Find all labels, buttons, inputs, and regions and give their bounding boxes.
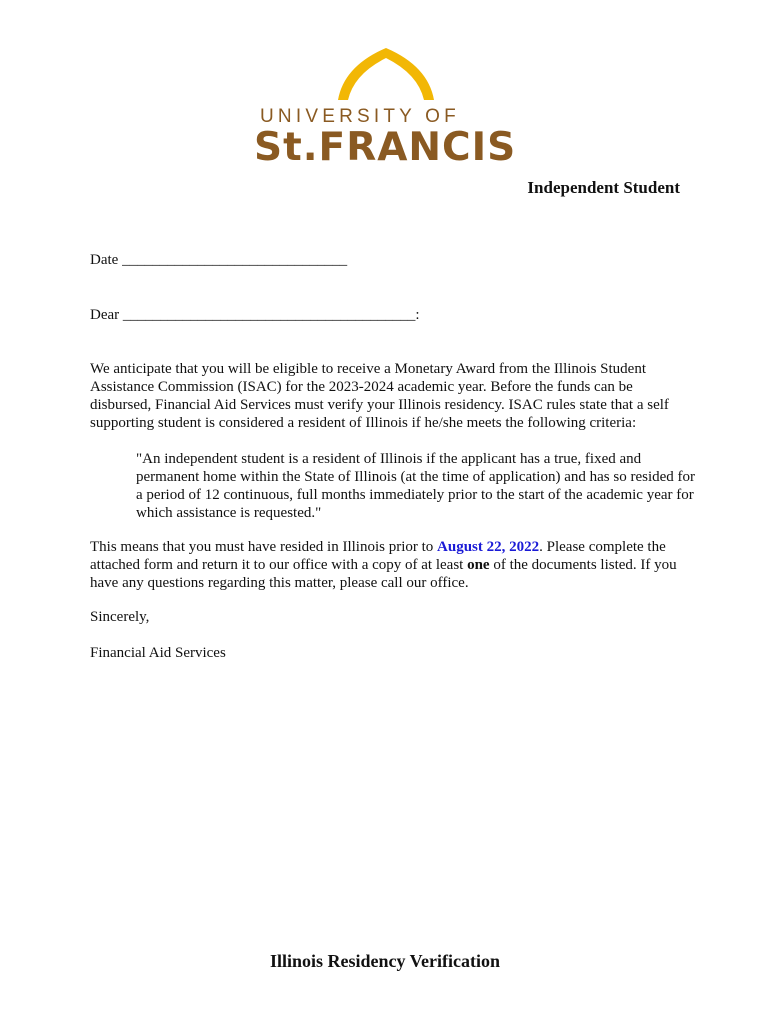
logo-line-university-of: UNIVERSITY OF <box>260 106 460 127</box>
date-label: Date <box>90 252 119 268</box>
instructions-text-2: . Please complete the attached form and return it to our office with a copy of at least <box>90 539 666 573</box>
emphasis-one: one <box>467 557 490 573</box>
dear-suffix: : <box>415 307 420 323</box>
university-logo <box>248 44 523 174</box>
instructions-text-3: of the documents listed. If you have any questions regarding this matter, please call our office. <box>90 557 677 591</box>
date-field <box>90 252 347 269</box>
dear-blank: _______________________________________ <box>122 307 416 323</box>
arch-icon <box>248 44 523 106</box>
deadline-date: August 22, 2022 <box>437 539 540 555</box>
intro-paragraph: We anticipate that you will be eligible to receive a Monetary Award from the Illinois Student Assistance Commission (ISAC) for the 2023-2024 academic year. Before the funds can be disbursed, Financial Aid Services must verify your Illinois residency. ISAC rules state that a self supporting student is considered a resident of Illinois if he/she meets the following criteria: <box>90 361 669 431</box>
criteria-quote: "An independent student is a resident of Illinois if the applicant has a true, fixed and permanent home within the State of Illinois (at the time of application) and has so resided for a period of 12 continuous, full months immediately prior to the start of the academic year for which assistance is requested." <box>136 451 696 521</box>
dear-label: Dear <box>90 307 120 323</box>
logo-line-st-francis: St.FRANCIS <box>254 125 517 170</box>
document-heading: Independent Student <box>527 178 680 197</box>
dear-field <box>90 307 420 324</box>
date-blank: ______________________________ <box>122 252 348 268</box>
instructions-paragraph <box>90 538 690 592</box>
form-title: Illinois Residency Verification <box>269 951 500 971</box>
signature-office: Financial Aid Services <box>90 645 226 661</box>
closing-salutation: Sincerely, <box>90 609 150 625</box>
instructions-text-1: This means that you must have resided in Illinois prior to <box>90 539 438 555</box>
